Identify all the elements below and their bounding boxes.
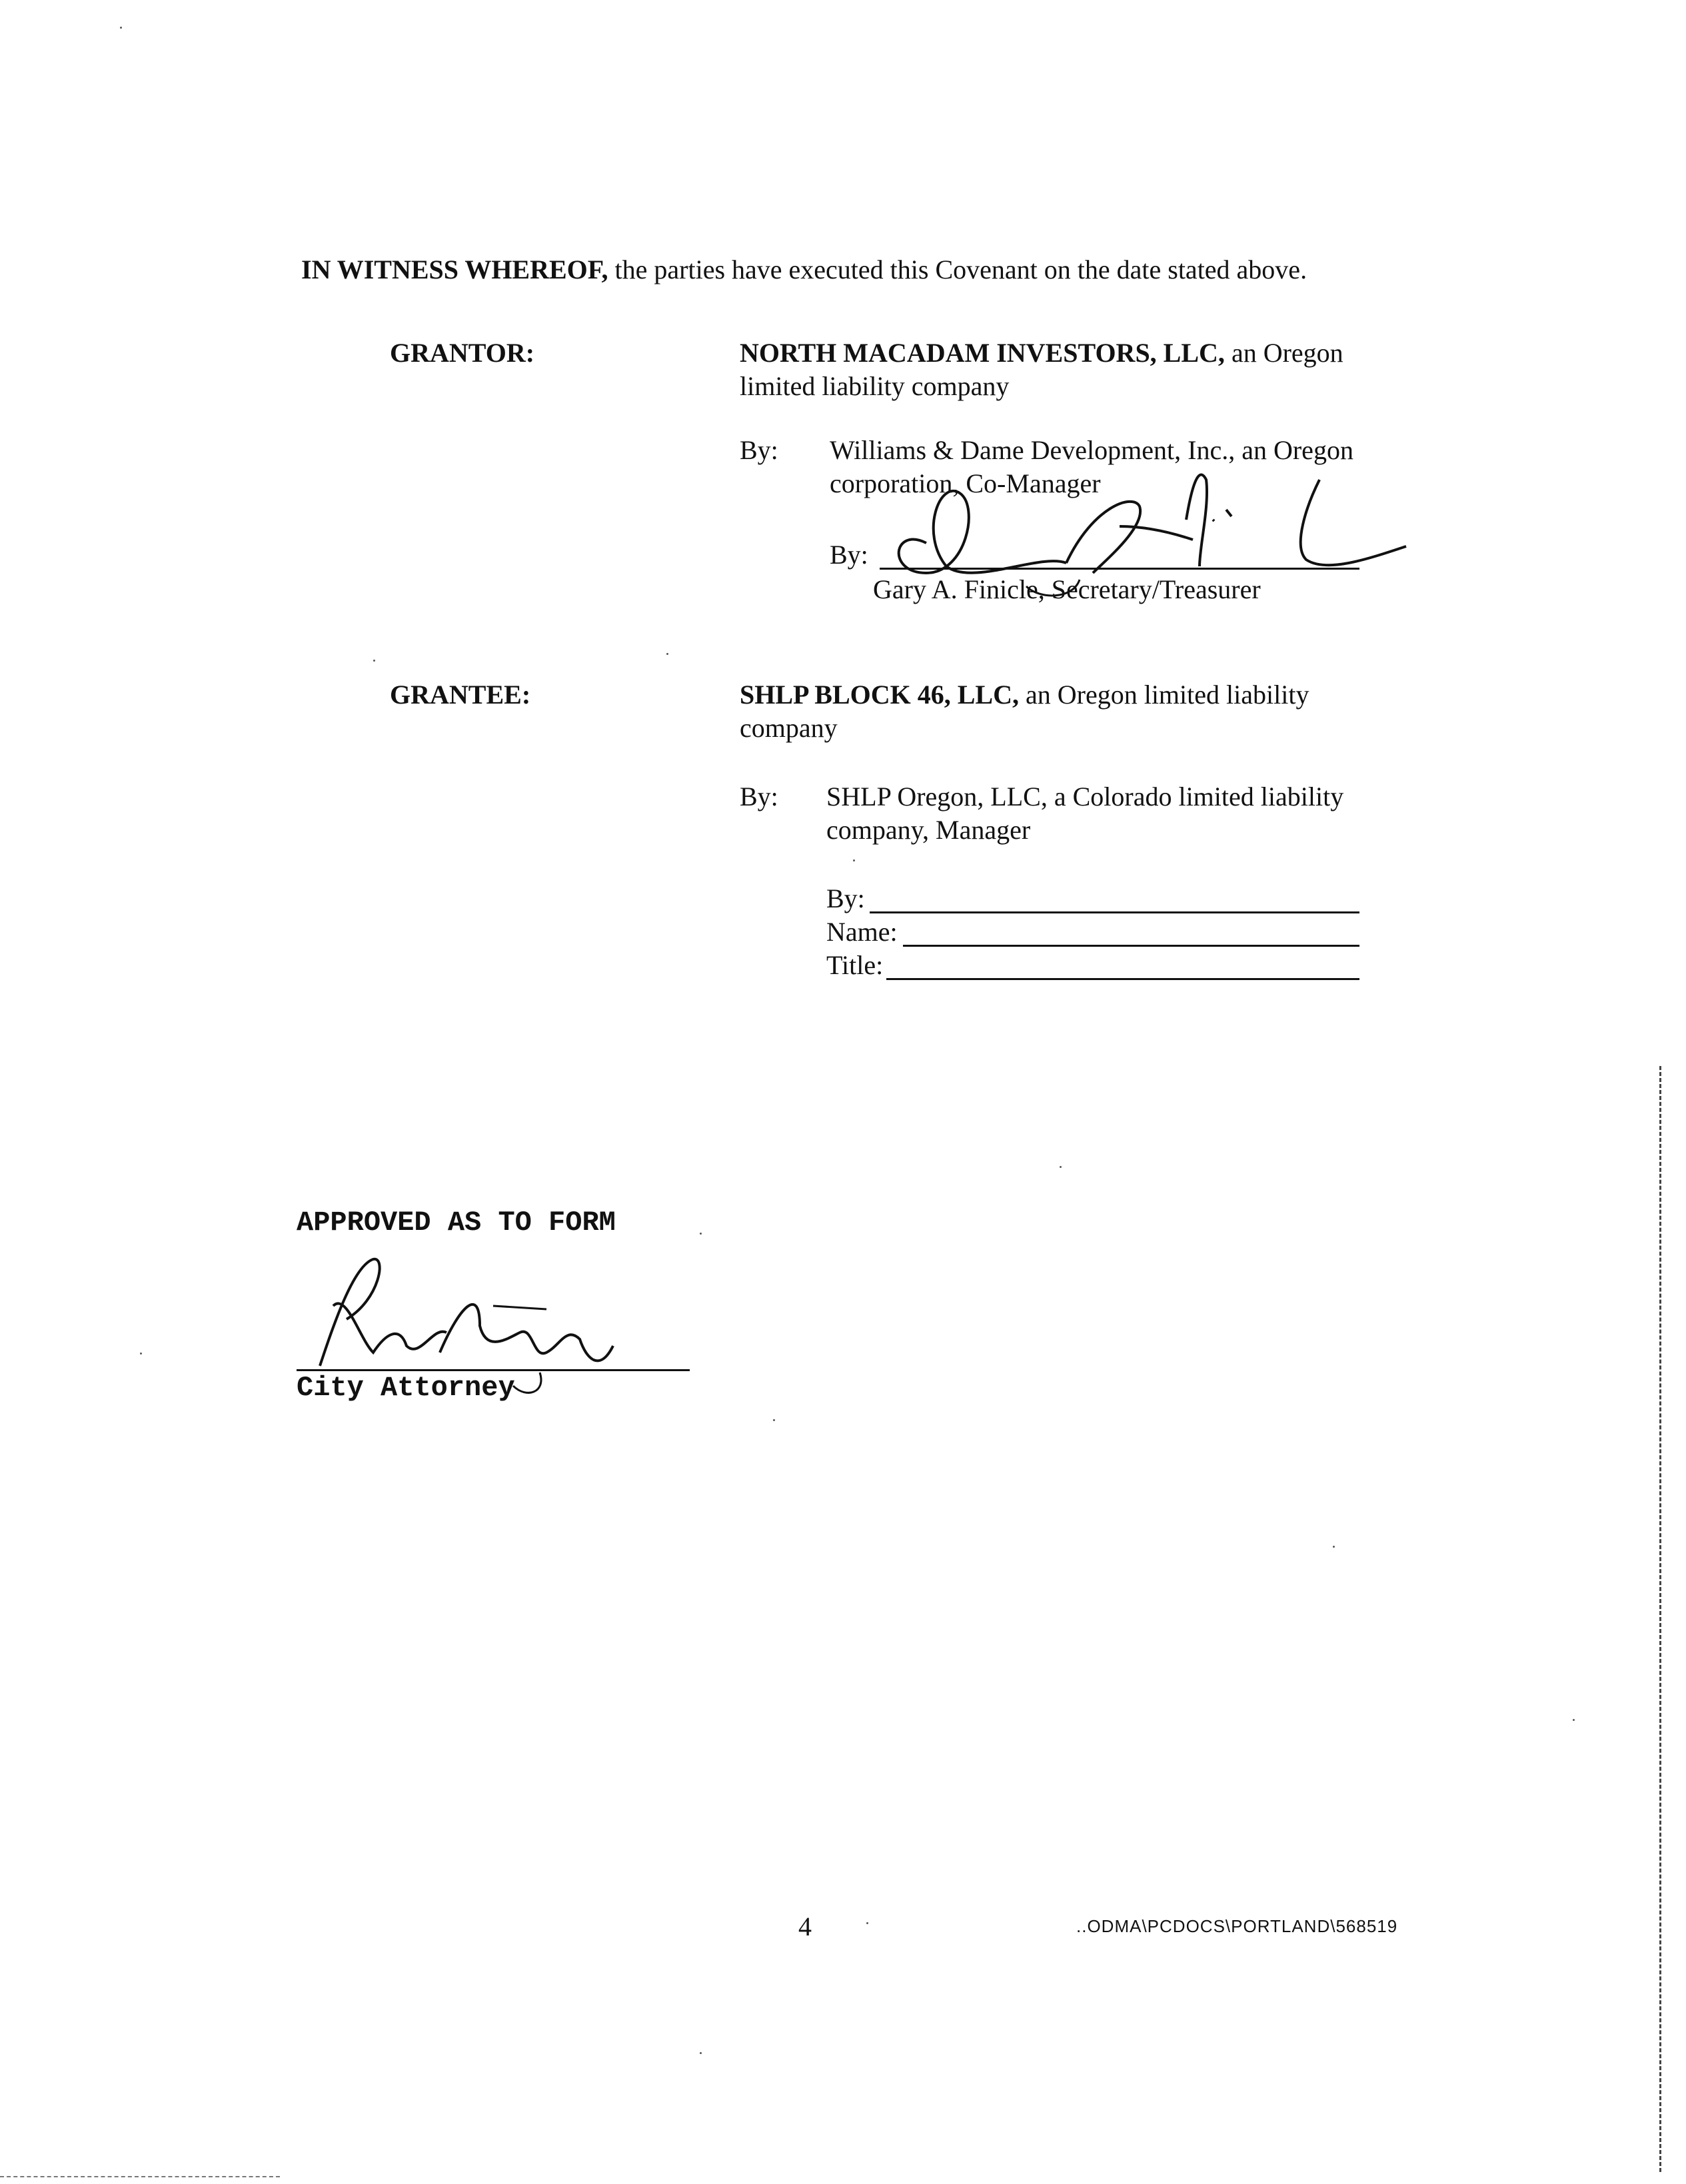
witness-heading: IN WITNESS WHEREOF, [301,255,608,284]
scan-speck [700,1233,702,1235]
scan-speck [120,27,122,29]
grantor-entity-line-2: limited liability company [740,371,1010,401]
grantee-by-line-2: company, Manager [826,815,1031,845]
grantee-label: GRANTEE: [390,680,531,710]
grantor-signer-name: Gary A. Finicle, Secretary/Treasurer [873,574,1261,604]
grantee-by-line-1: SHLP Oregon, LLC, a Colorado limited liability [826,782,1344,812]
approval-title: City Attorney [297,1372,515,1404]
grantor-by-line-2: corporation, Co-Manager [830,468,1101,498]
grantor-entity-name: NORTH MACADAM INVESTORS, LLC, [740,338,1225,368]
grantee-by-label: By: [740,782,778,812]
witness-text: the parties have executed this Covenant on the date stated above. [608,255,1307,284]
scan-speck [140,1353,142,1355]
scan-speck [866,1922,868,1924]
grantor-entity-desc: an Oregon [1224,338,1343,368]
scan-speck [666,653,668,655]
scan-speck [1333,1546,1335,1548]
scan-speck [373,660,375,662]
grantee-entity-desc: an Oregon limited liability [1018,680,1309,710]
grantee-sig-by-label: By: [826,883,865,913]
scan-edge-line [0,2176,280,2177]
grantor-by-line-1: Williams & Dame Development, Inc., an Oregon [830,435,1353,465]
scan-right-edge [1659,1066,1661,2172]
grantee-sig-title-label: Title: [826,950,884,980]
page-number: 4 [798,1911,812,1941]
grantor-sign-by-label: By: [830,540,868,570]
approval-heading: APPROVED AS TO FORM [297,1207,616,1239]
grantor-by-label: By: [740,435,778,465]
scan-speck [1573,1719,1575,1721]
grantor-label: GRANTOR: [390,338,535,368]
scan-speck [773,1419,775,1421]
grantee-entity-line-2: company [740,713,838,743]
scan-speck [853,859,855,861]
grantee-sig-name-label: Name: [826,917,898,947]
scan-speck [700,2052,702,2054]
scan-speck [1060,1166,1062,1168]
grantee-entity-name: SHLP BLOCK 46, LLC, [740,680,1019,710]
document-path: ..ODMA\PCDOCS\PORTLAND\568519 [1076,1916,1398,1936]
